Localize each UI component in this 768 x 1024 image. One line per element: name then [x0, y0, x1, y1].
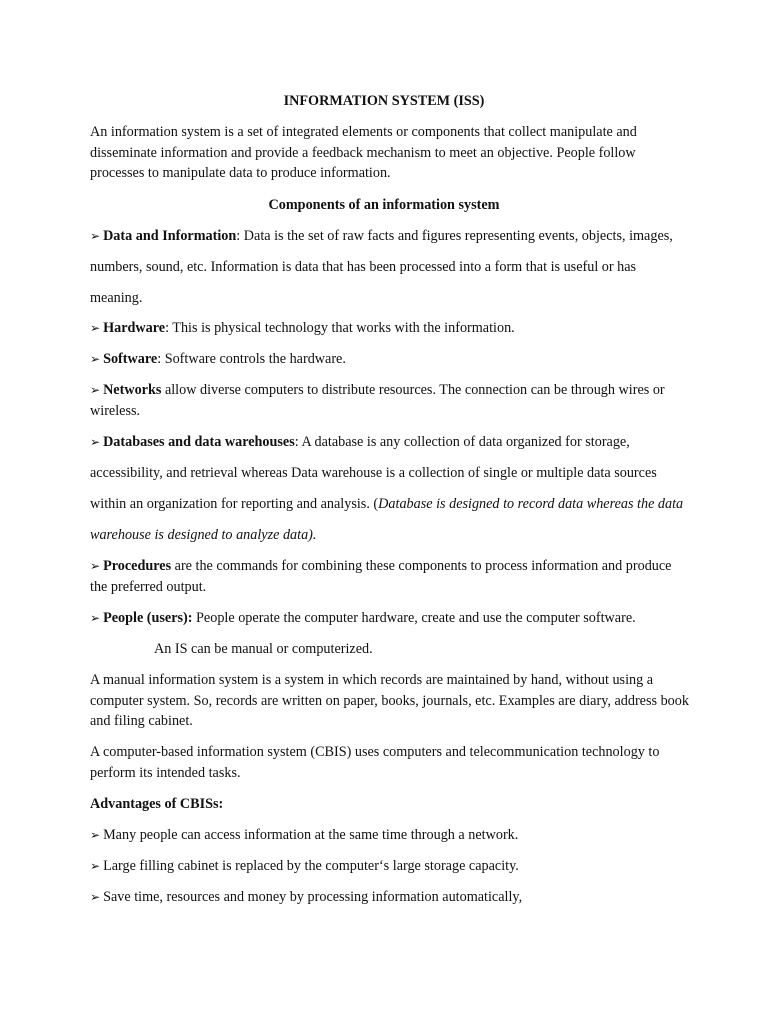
bullet-arrow-icon: ➢	[90, 321, 101, 335]
bullet-arrow-icon: ➢	[90, 890, 101, 904]
bullet-arrow-icon: ➢	[90, 828, 101, 842]
intro-paragraph: An information system is a set of integrated elements or components that collect manipulate and disseminate information and provide a feedback mechanism to meet an objective. People follow processes to manipulate data to produce information.	[90, 124, 637, 181]
bullet-arrow-icon: ➢	[90, 229, 101, 243]
component-item-software: ➢ Software: Software controls the hardware.	[90, 351, 346, 367]
advantage-item: ➢ Large filling cabinet is replaced by the computer‘s large storage capacity.	[90, 858, 519, 874]
bullet-arrow-icon: ➢	[90, 611, 101, 625]
components-heading: Components of an information system	[268, 197, 500, 213]
bullet-arrow-icon: ➢	[90, 559, 101, 573]
bullet-arrow-icon: ➢	[90, 352, 101, 366]
manual-system-paragraph: A manual information system is a system in which records are maintained by hand, without using a computer system. So, records are written on paper, books, journals, etc. Examples are diary, address book and filing cabinet.	[90, 672, 689, 729]
manual-or-computerized-line: An IS can be manual or computerized.	[154, 641, 373, 657]
bullet-arrow-icon: ➢	[90, 383, 101, 397]
advantage-item: ➢ Save time, resources and money by processing information automatically,	[90, 889, 523, 905]
component-item-people: ➢ People (users): People operate the computer hardware, create and use the computer software.	[90, 610, 636, 626]
bullet-arrow-icon: ➢	[90, 859, 101, 873]
document-title: INFORMATION SYSTEM (ISS)	[283, 93, 485, 109]
advantage-item: ➢ Many people can access information at the same time through a network.	[90, 827, 519, 843]
component-item-databases: ➢ Databases and data warehouses: A database is any collection of data organized for storage, accessibility, and retrieval whereas Data warehouse is a collection of single or multiple data sources within an organization for reporting and analysis. (Database is designed to record data whereas the data warehouse is designed to analyze data).	[90, 434, 684, 543]
advantages-heading: Advantages of CBISs:	[90, 796, 224, 812]
component-item-hardware: ➢ Hardware: This is physical technology that works with the information.	[90, 320, 515, 336]
bullet-arrow-icon: ➢	[90, 435, 101, 449]
cbis-paragraph: A computer-based information system (CBIS) uses computers and telecommunication technology to perform its intended tasks.	[90, 744, 660, 781]
component-item-networks: ➢ Networks allow diverse computers to distribute resources. The connection can be through wires or wireless.	[90, 382, 665, 419]
component-item-procedures: ➢ Procedures are the commands for combining these components to process information and produce the preferred output.	[90, 558, 672, 595]
component-item-data-information: ➢ Data and Information: Data is the set of raw facts and figures representing events, objects, images, numbers, sound, etc. Information is data that has been processed into a form that is useful or has meaning.	[90, 228, 673, 306]
